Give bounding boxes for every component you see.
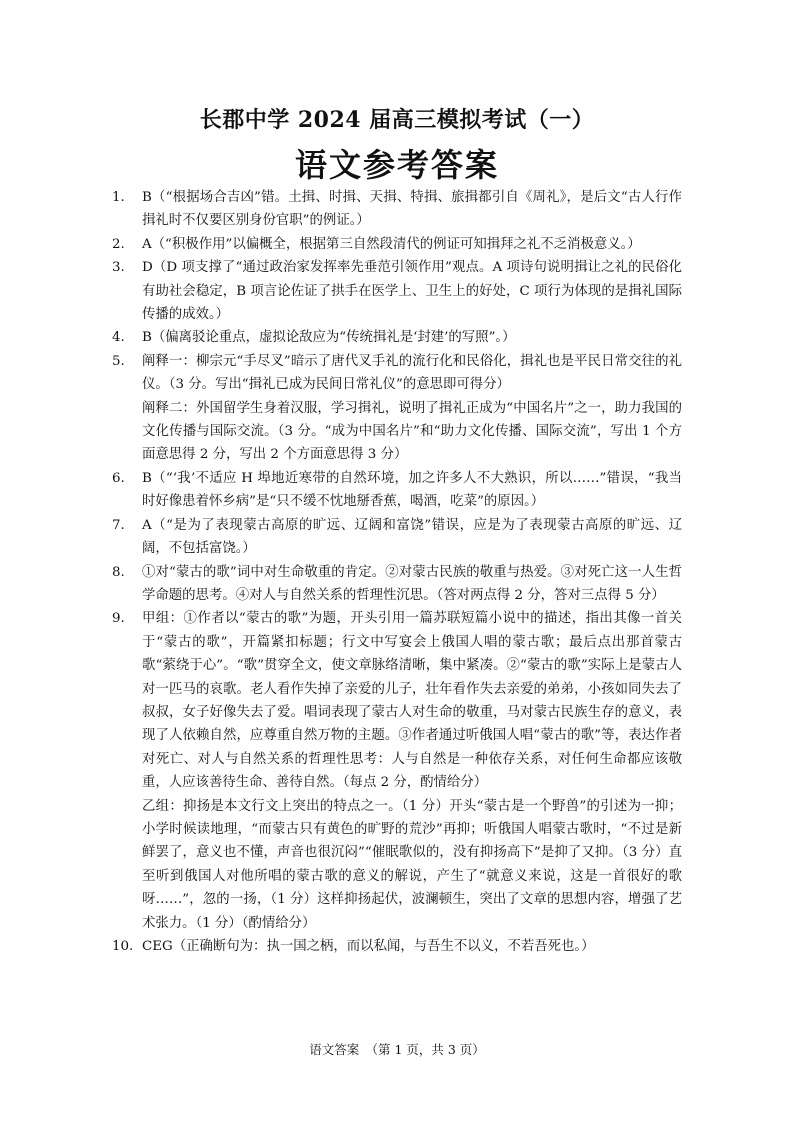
answer-number: 6. [112,470,125,486]
answer-number: 2. [112,236,125,252]
answer-item-8 [112,561,682,608]
answer-number: 7. [112,517,125,533]
answers-list [112,186,682,958]
answer-text: A（“积极作用”以偏概全，根据第三自然段清代的例证可知揖拜之礼不乏消极意义。） [142,236,641,252]
answer-number: 1. [112,190,125,205]
answer-item-10 [112,935,682,958]
answer-number: 10. [112,939,134,954]
subject-title: 语文参考答案 [294,146,499,184]
answer-number: 9. [112,611,125,627]
answer-text: B（“‘我’不适应 H 埠地近寒带的自然环境，加之许多人不大熟识，所以……”错误，“我当时好像患着怀乡病”是“只不缓不忱地掰香蕉，喝酒，吃菜”的原因。） [142,470,682,510]
answer-number: 4. [112,330,125,346]
exam-title: 长郡中学 2024 届高三模拟考试（一） [199,107,595,133]
answer-item-1 [112,186,682,233]
answer-text: B（偏离驳论重点，虚拟论敌应为“传统揖礼是‘封建’的写照”。） [142,330,516,346]
answer-text: D（D 项支撑了“通过政治家发挥率先垂范引领作用”观点。A 项诗句说明揖让之礼的民俗化有助社会稳定，B 项言论佐证了拱手在医学上、卫生上的好处，C 项行为体现的是揖礼国际传播的成效。） [142,260,682,323]
answer-text: 甲组：①作者以“蒙古的歌”为题，开头引用一篇苏联短篇小说中的描述，指出其像一首关于“蒙古的歌”，开篇紧扣标题；行文中写宴会上俄国人唱的蒙古歌；最后点出那首蒙古歌“萦绕于心”。“歌”贯穿全文，使文章脉络清晰，集中紧凑。②“蒙古的歌”实际上是蒙古人对一匹马的哀歌。老人看作失掉了亲爱的儿子，壮年看作失去亲爱的弟弟，小孩如同失去了叔叔，女子好像失去了爱。唱词表现了蒙古人对生命的敬重，马对蒙古民族生存的意义，表现了人依赖自然，应尊重自然万物的主题。③作者通过听俄国人唱“蒙古的歌”等，表达作者对死亡、对人与自然关系的哲理性思考：人与自然是一种依存关系，对任何生命都应该敬重，人应该善待生命、善待自然。（每点 2 分，酌情给分） [142,611,682,791]
answer-text: B（“根据场合吉凶”错。土揖、时揖、天揖、特揖、旅揖都引自《周礼》，是后文“古人行作揖礼时不仅要区别身份官职”的例证。） [142,190,682,229]
answer-item-4 [112,326,682,349]
answer-text: 乙组：抑扬是本文行文上突出的特点之一。（1 分）开头“蒙古是一个野兽”的引述为一抑；小学时候读地理，“而蒙古只有黄色的旷野的荒沙”再抑；听俄国人唱蒙古歌时，“不过是新鲜罢了，意义也不懂，声音也很沉闷”“催眠歌似的，没有抑扬高下”是抑了又抑。（3 分）直至听到俄国人对他所唱的蒙古歌的意义的解说，产生了“就意义来说，这是一首很好的歌呀……”，忽的一扬，（1 分）这样抑扬起伏，波澜顿生，突出了文章的思想内容，增强了艺术张力。（1 分）（酌情给分） [142,798,682,931]
answer-number: 8. [112,564,125,580]
answer-item-6 [112,467,682,514]
answer-item-3 [112,256,682,326]
answer-item-9 [112,607,682,935]
answer-text: CEG（正确断句为：执一国之柄，而以私闻，与吾生不以义，不若吾死也。） [142,939,595,954]
page-footer: 语文答案 （第 1 页，共 3 页） [309,1042,485,1057]
answer-number: 5. [112,353,125,369]
answer-number: 3. [112,260,125,276]
answer-item-7 [112,514,682,561]
answer-text: 阐释二：外国留学生身着汉服，学习揖礼，说明了揖礼正成为“中国名片”之一，助力我国的文化传播与国际交流。（3 分。“成为中国名片”和“助力文化传播、国际交流”，写出 1 个方面意思得 2 分，写出 2 个方面意思得 3 分） [142,400,682,463]
answer-item-5 [112,350,682,467]
answer-text: 阐释一：柳宗元“手尽叉”暗示了唐代叉手礼的流行化和民俗化，揖礼也是平民日常交往的礼仪。（3 分。写出“揖礼已成为民间日常礼仪”的意思即可得分） [142,353,682,393]
answer-item-2 [112,233,682,256]
answer-text: ①对“蒙古的歌”词中对生命敬重的肯定。②对蒙古民族的敬重与热爱。③对死亡这一人生哲学命题的思考。④对人与自然关系的哲理性沉思。（答对两点得 2 分，答对三点得 5 分） [142,564,682,603]
answer-text: A（“是为了表现蒙古高原的旷远、辽阔和富饶”错误，应是为了表现蒙古高原的旷远、辽阔，不包括富饶。） [142,517,682,557]
